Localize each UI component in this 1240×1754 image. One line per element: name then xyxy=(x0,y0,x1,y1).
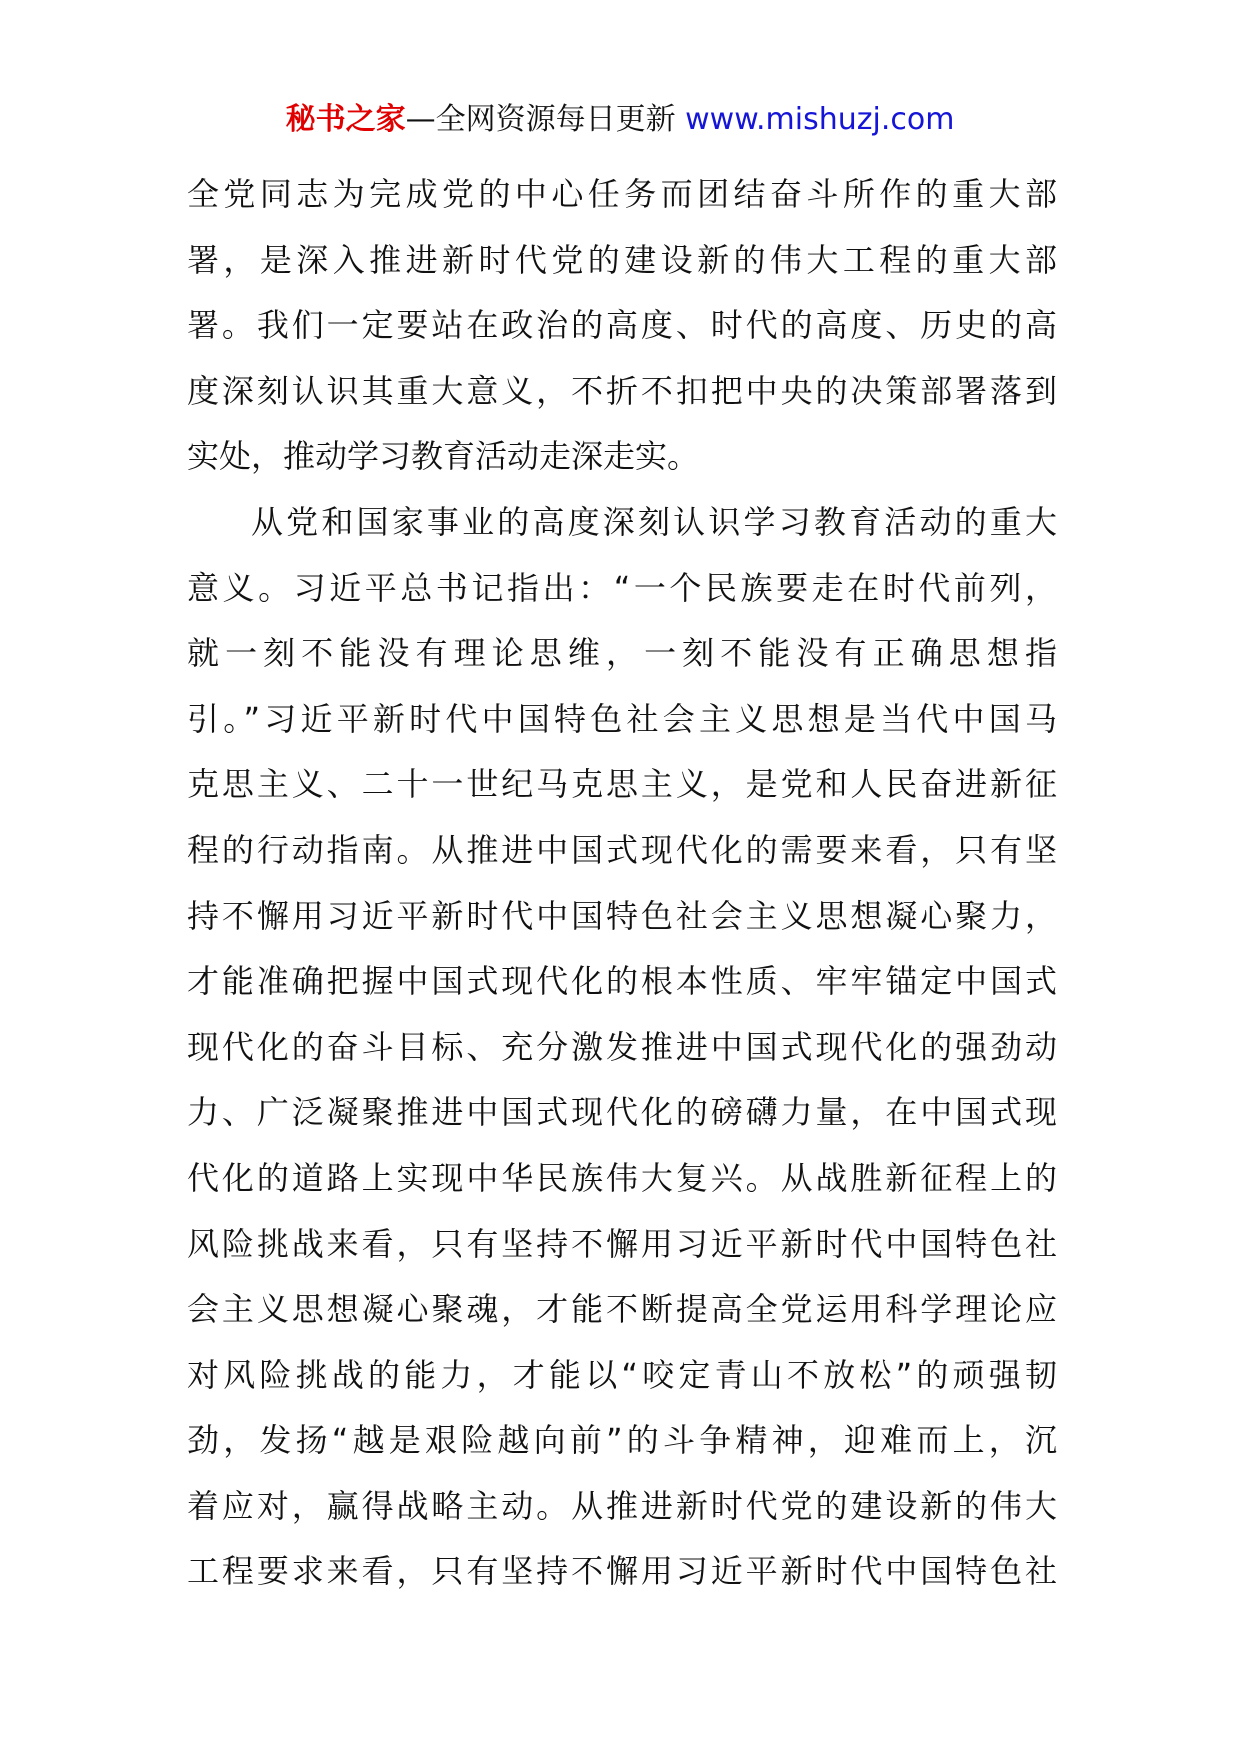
text-line: 现代化的奋斗目标、充分激发推进中国式现代化的强劲动 xyxy=(187,1027,1057,1066)
text-line: 才能准确把握中国式现代化的根本性质、牢牢锚定中国式 xyxy=(187,962,1057,1001)
text-line: 风险挑战来看，只有坚持不懈用习近平新时代中国特色社 xyxy=(187,1224,1057,1263)
text-line: 着应对，赢得战略主动。从推进新时代党的建设新的伟大 xyxy=(187,1486,1057,1525)
text-line: 就一刻不能没有理论思维，一刻不能没有正确思想指 xyxy=(187,634,1057,673)
text-line: 对风险挑战的能力，才能以“咬定青山不放松”的顽强韧 xyxy=(187,1355,1057,1394)
body-text xyxy=(187,162,1057,1605)
text-line: 代化的道路上实现中华民族伟大复兴。从战胜新征程上的 xyxy=(187,1158,1057,1197)
text-line: 持不懈用习近平新时代中国特色社会主义思想凝心聚力， xyxy=(187,896,1057,935)
header-tagline: —全网资源每日更新 xyxy=(405,102,676,137)
text-line: 程的行动指南。从推进中国式现代化的需要来看，只有坚 xyxy=(187,830,1057,869)
text-line: 意义。习近平总书记指出：“一个民族要走在时代前列， xyxy=(187,568,1057,607)
text-line: 克思主义、二十一世纪马克思主义，是党和人民奋进新征 xyxy=(187,765,1057,804)
paragraph-first-line: 从党和国家事业的高度深刻认识学习教育活动的重大 xyxy=(251,502,1057,541)
text-line: 引。”习近平新时代中国特色社会主义思想是当代中国马 xyxy=(187,699,1057,738)
text-line: 署，是深入推进新时代党的建设新的伟大工程的重大部 xyxy=(187,240,1057,279)
text-line: 全党同志为完成党的中心任务而团结奋斗所作的重大部 xyxy=(187,175,1057,213)
text-line: 劲，发扬“越是艰险越向前”的斗争精神，迎难而上，沉 xyxy=(187,1421,1057,1460)
text-line: 会主义思想凝心聚魂，才能不断提高全党运用科学理论应 xyxy=(187,1290,1057,1329)
site-url-link[interactable]: www.mishuzj.com xyxy=(685,102,955,137)
text-line: 力、广泛凝聚推进中国式现代化的磅礴力量，在中国式现 xyxy=(187,1093,1057,1132)
page-header xyxy=(0,98,1240,142)
text-line: 工程要求来看，只有坚持不懈用习近平新时代中国特色社 xyxy=(187,1552,1057,1591)
brand-name: 秘书之家 xyxy=(285,102,406,137)
text-line: 实处，推动学习教育活动走深走实。 xyxy=(187,437,700,476)
text-line: 度深刻认识其重大意义，不折不扣把中央的决策部署落到 xyxy=(187,371,1057,410)
text-line: 署。我们一定要站在政治的高度、时代的高度、历史的高 xyxy=(187,306,1057,345)
